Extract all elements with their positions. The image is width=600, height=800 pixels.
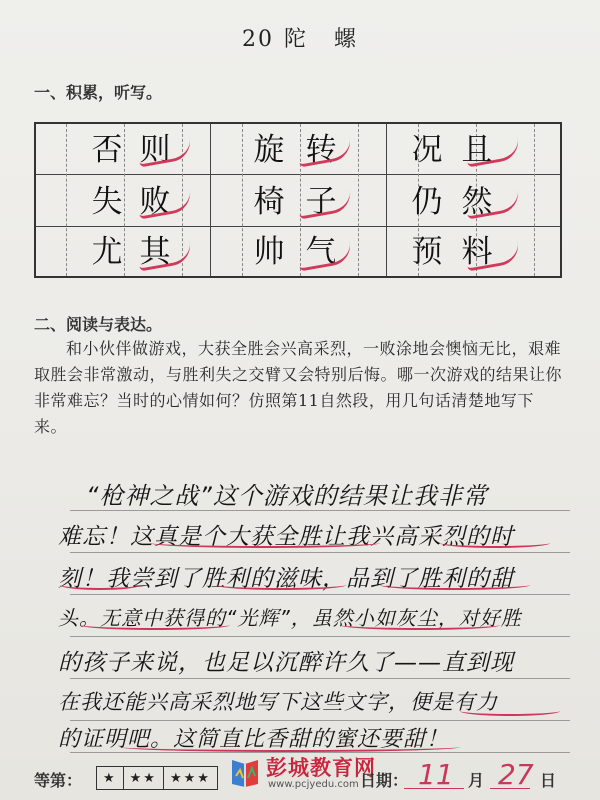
date-label: 日期： bbox=[360, 771, 409, 790]
dictation-char: 然 bbox=[461, 184, 493, 220]
writing-rule bbox=[70, 720, 570, 721]
dictation-char: 其 bbox=[139, 234, 171, 270]
dictation-char: 子 bbox=[305, 184, 337, 220]
star-box: ★★ bbox=[124, 767, 164, 789]
month-label: 月 bbox=[468, 771, 485, 790]
page-title bbox=[0, 22, 600, 53]
grid-divider bbox=[386, 124, 387, 276]
highlight-underline bbox=[340, 620, 500, 630]
grid-divider bbox=[210, 124, 211, 276]
title-char-2: 螺 bbox=[334, 27, 359, 52]
answer-line: 在我还能兴高采烈地写下这些文字，便是有力 bbox=[58, 690, 498, 714]
dictation-char: 仍 bbox=[411, 184, 443, 220]
date-month: 11 bbox=[418, 758, 454, 791]
day-label: 日 bbox=[540, 771, 557, 790]
answer-line: 难忘！这真是个大获全胜让我兴高采烈的时 bbox=[58, 524, 514, 550]
writing-rule bbox=[70, 636, 570, 637]
answer-line: 头。无意中获得的“光辉”，虽然小如灰尘，对好胜 bbox=[58, 606, 522, 630]
date-day: 27 bbox=[498, 758, 534, 791]
dictation-char: 则 bbox=[139, 132, 171, 168]
dictation-char: 尤 bbox=[91, 234, 123, 270]
highlight-underline bbox=[440, 538, 550, 548]
section-2-heading: 二、阅读与表达。 bbox=[34, 315, 163, 334]
grid-guide bbox=[242, 124, 243, 276]
highlight-underline bbox=[80, 620, 230, 630]
lesson-number: 20 bbox=[241, 27, 274, 52]
highlight-underline bbox=[380, 580, 530, 590]
answer-line: 的证明吧。这简直比香甜的蜜还要甜！ bbox=[58, 727, 450, 752]
reading-prompt: 和小伙伴做游戏，大获全胜会兴高采烈，一败涂地会懊恼无比，艰难取胜会非常激动，与胜利失之交臂又会特别后悔。哪一次游戏的结果让你非常难忘？当时的心情如何？仿照第11自然段，用几句话清楚地写下来。 bbox=[34, 339, 563, 436]
grid-guide bbox=[358, 124, 359, 276]
dictation-char: 气 bbox=[305, 234, 337, 270]
highlight-underline bbox=[150, 538, 380, 548]
title-char-1: 陀 bbox=[283, 27, 308, 52]
grid-guide bbox=[66, 124, 67, 276]
dictation-char: 败 bbox=[139, 184, 171, 220]
highlight-underline bbox=[460, 706, 560, 716]
dictation-char: 转 bbox=[305, 132, 337, 168]
answer-line: “枪神之战”这个游戏的结果让我非常 bbox=[86, 482, 488, 510]
writing-rule bbox=[70, 552, 570, 553]
grid-guide bbox=[534, 124, 535, 276]
dictation-char: 预 bbox=[411, 234, 443, 270]
star-box: ★★★ bbox=[169, 770, 211, 786]
dictation-char: 帅 bbox=[253, 234, 285, 270]
answer-line: 的孩子来说，也足以沉醉许久了——直到现 bbox=[58, 650, 514, 676]
watermark-name: 彭城教育网 bbox=[266, 756, 376, 780]
dictation-char: 旋 bbox=[253, 132, 285, 168]
grade-label: 等第： bbox=[34, 771, 83, 790]
highlight-underline bbox=[120, 742, 460, 752]
writing-rule bbox=[70, 678, 570, 679]
writing-rule bbox=[70, 594, 570, 595]
watermark-url: www.pcjyedu.com bbox=[268, 779, 359, 790]
dictation-char: 且 bbox=[461, 132, 493, 168]
dictation-char: 料 bbox=[461, 234, 493, 270]
dictation-char: 否 bbox=[91, 132, 123, 168]
grade-stars bbox=[96, 766, 218, 790]
date-underline bbox=[404, 788, 464, 789]
dictation-char: 椅 bbox=[253, 184, 285, 220]
highlight-underline bbox=[216, 580, 346, 590]
dictation-char: 况 bbox=[411, 132, 443, 168]
date-underline bbox=[490, 788, 530, 789]
section-1-heading: 一、积累，听写。 bbox=[34, 83, 163, 102]
highlight-underline bbox=[60, 580, 140, 590]
star-box: ★ bbox=[97, 767, 124, 789]
book-logo-icon bbox=[228, 756, 262, 790]
dictation-grid bbox=[34, 122, 562, 278]
answer-line: 刻！我尝到了胜利的滋味，品到了胜利的甜 bbox=[58, 566, 514, 592]
dictation-char: 失 bbox=[91, 184, 123, 220]
